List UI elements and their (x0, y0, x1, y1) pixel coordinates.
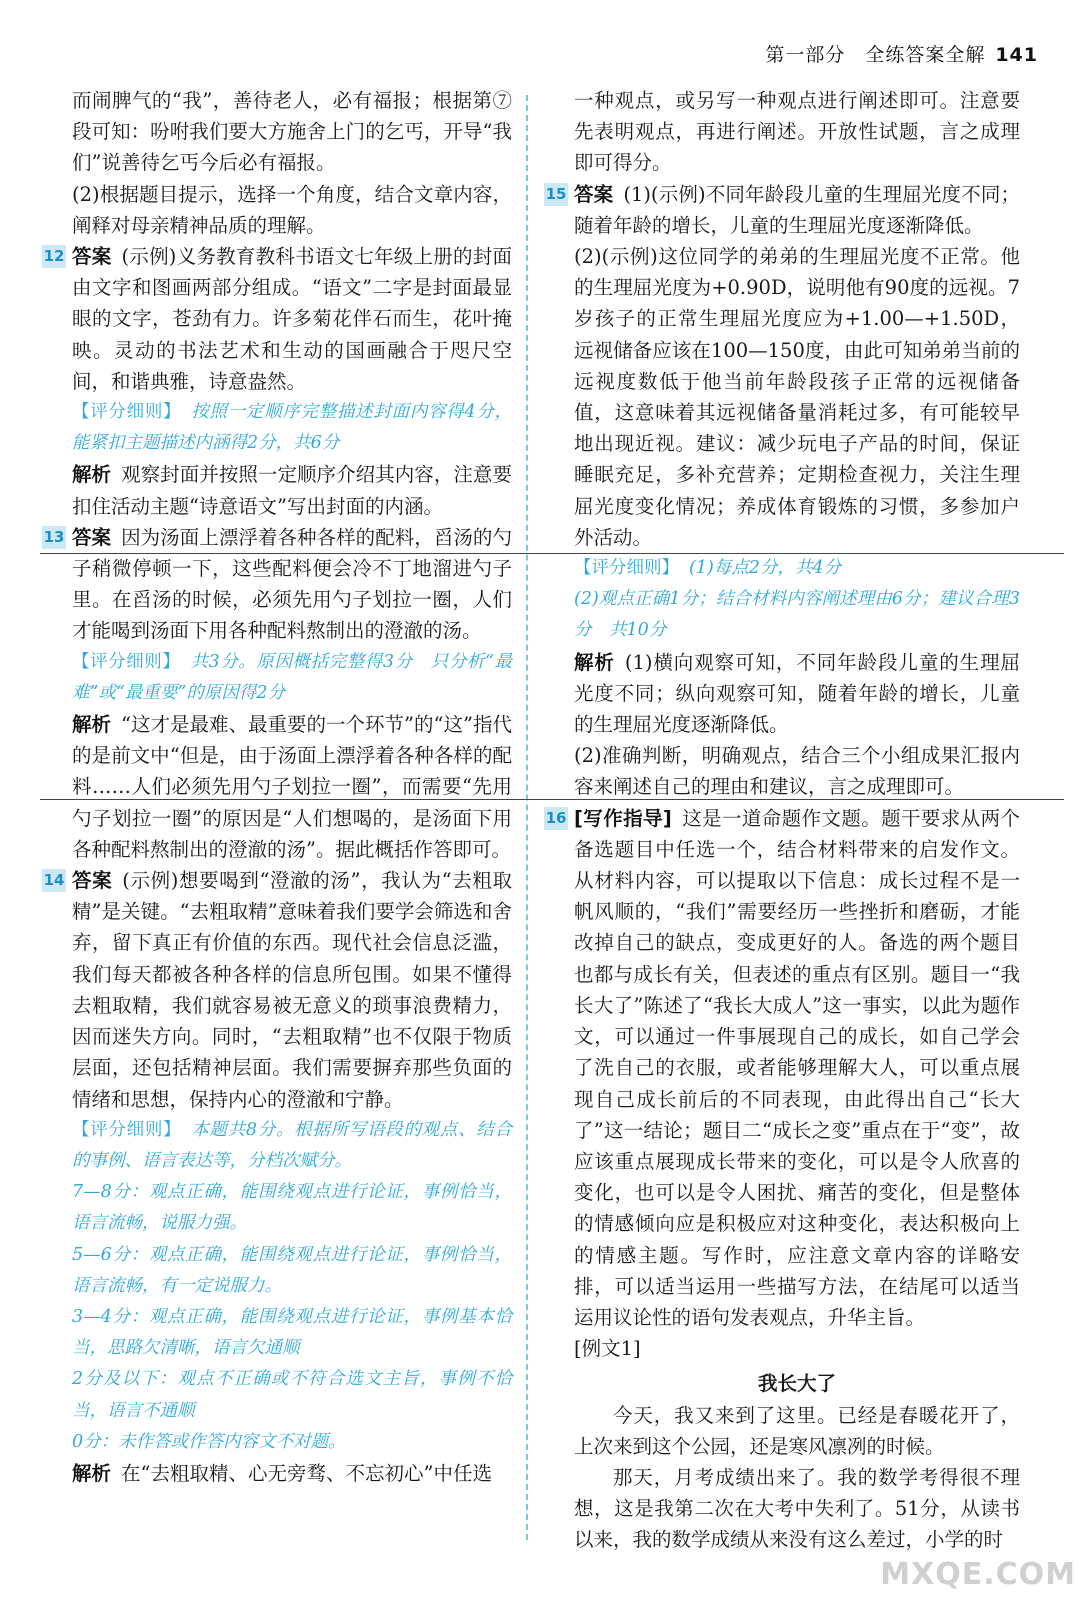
guide-text: 这是一道命题作文题。题干要求从两个备选题目中任选一个，结合材料带来的启发作文。从材料内容，可以提取以下信息：成长过程不是一帆风顺的，“我们”需要经历一些挫折和磨砺，才能改掉自己的缺点，变成更好的人。备选的两个题目也都与成长有关，但表述的重点有区别。题目一“我长大了”陈述了“我长大成人”这一事实，以此为题作文，可以通过一件事展现自己的成长，如自己学会了洗自己的衣服，或者能够理解大人，可以重点展现自己成长前后的不同表现，由此得出自己“长大了”这一结论；题目二“成长之变”重点在于“变”，故应该重点展现成长带来的变化，可以是令人欣喜的变化，也可以是令人困扰、痛苦的变化，但是整体的情感倾向应是积极应对这种变化，表达积极向上的情感主题。写作时，应注意文章内容的详略安排，可以适当运用一些描写方法，在结尾可以适当运用议论性的语句发表观点，升华主旨。 (574, 806, 1020, 1329)
score-tag: 【评分细则】 (72, 651, 181, 672)
essay-paragraph: 那天，月考成绩出来了。我的数学考得很不理想，这是我第二次在大考中失利了。51分，从读书以来，我的数学成绩从来没有这么差过，小学的时 (574, 1465, 1020, 1552)
continued-text: 一种观点，或另写一种观点进行阐述即可。注意要先表明观点，再进行阐述。开放性试题，言之成理即可得分。 (574, 89, 1020, 175)
score-tag: 【评分细则】 (574, 558, 679, 579)
section-title: 第一部分 全练答案全解 (765, 44, 986, 66)
continued-text: 而闹脾气的“我”，善待老人，必有福报；根据第⑦段可知：吩咐我们要大方施舍上门的乞丐，开导“我们”说善待乞丐今后必有福报。 (72, 89, 512, 175)
analysis-label: 解析 (72, 713, 112, 737)
score-text: 共3分。原因概括完整得3分 只分析“最难”或“最重要”的原因得2分 (72, 651, 513, 703)
question-12 (43, 241, 513, 522)
score-level: 2分及以下：观点不正确或不符合选文主旨，事例不恰当，语言不通顺 (72, 1369, 512, 1421)
question-15 (545, 179, 1020, 803)
score-rubric (574, 553, 1020, 584)
score-tag: 【评分细则】 (72, 402, 182, 423)
answer-text: 因为汤面上漂浮着各种各样的配料，舀汤的勺子稍微停顿一下，这些配料便会冷不丁地溜进勺子里。在舀汤的时候，必须先用勺子划拉一圈，人们才能喝到汤面下用各种配料熬制出的澄澈的汤。 (72, 525, 512, 643)
answer-text: (示例)义务教育教科书语文七年级上册的封面由文字和图画两部分组成。“语文”二字是封面最显眼的文字，苍劲有力。许多菊花伴石而生，花叶掩映。灵动的书法艺术和生动的国画融合于咫尺空间，和谐典雅，诗意盎然。 (72, 245, 512, 393)
question-13 (43, 522, 513, 865)
score-rubric (72, 397, 512, 459)
question-number: 16 (544, 807, 568, 830)
watermark-logo: MXQE.COM (880, 1557, 1076, 1592)
question-16 (545, 803, 1020, 1556)
answer-text: (示例)想要喝到“澄澈的汤”，我认为“去粗取精”是关键。“去粗取精”意味着我们要学会筛选和舍弃，留下真正有价值的东西。现代社会信息泛滥，我们每天都被各种各样的信息所包围。如果不懂得去粗取精，我们就容易被无意义的琐事浪费精力，因而迷失方向。同时，“去粗取精”也不仅限于物质层面，还包括精神层面。我们需要摒弃那些负面的情绪和思想，保持内心的澄澈和宁静。 (72, 869, 512, 1111)
analysis-label: 解析 (574, 650, 615, 674)
question-14 (43, 865, 513, 1489)
question-number: 14 (42, 869, 66, 892)
score-text: 本题共8分。根据所写语段的观点、结合的事例、语言表达等，分档次赋分。 (72, 1119, 513, 1171)
answer-text: (2)(示例)这位同学的弟弟的生理屈光度不正常。他的生理屈光度为+0.90D，说明他有90度的远视。7岁孩子的正常生理屈光度应为+1.00—+1.50D，远视储备应该在100—150度，由此可知弟弟当前的远视度数低于他当前年龄段孩子正常的远视储备值，这意味着其远视储备量消耗过多，有可能较早地出现近视。建议：减少玩电子产品的时间，保证睡眠充足，多补充营养；定期检查视力，关注生理屈光度变化情况；养成体育锻炼的习惯，多参加户外活动。 (574, 245, 1020, 549)
analysis-text: 观察封面并按照一定顺序介绍其内容，注意要扣住活动主题“诗意语文”写出封面的内涵。 (72, 463, 512, 518)
analysis-text: 在“去粗取精、心无旁骛、不忘初心”中任选 (121, 1461, 492, 1485)
analysis-text: “这才是最难、最重要的一个环节”的“这”指代的是前文中“但是，由于汤面上漂浮着各种各样的配料……人们必须先用勺子划拉一圈”，而需要“先用勺子划拉一圈”的原因是“人们想喝的，是汤面下用各种配料熬制出的澄澈的汤”。据此概括作答即可。 (72, 713, 512, 861)
score-rubric (72, 647, 512, 709)
right-column (546, 85, 1020, 1556)
question-number: 15 (544, 183, 568, 206)
essay-title: 我长大了 (757, 1372, 836, 1396)
page-number: 141 (995, 44, 1038, 66)
question-number: 13 (42, 526, 66, 549)
guide-label: [写作指导] (574, 806, 672, 830)
analysis-text: (2)准确判断，明确观点，结合三个小组成果汇报内容来阐述自己的理由和建议，言之成理即可。 (574, 744, 1020, 799)
score-level: 3—4分：观点正确，能围绕观点进行论证，事例基本恰当，思路欠清晰，语言欠通顺 (72, 1306, 512, 1359)
score-tag: 【评分细则】 (72, 1119, 182, 1140)
analysis-text: (1)横向观察可知，不同年龄段儿童的生理屈光度不同；纵向观察可知，随着年龄的增长，儿童的生理屈光度逐渐降低。 (574, 650, 1020, 737)
answer-label: 答案 (574, 182, 614, 206)
score-level: 7—8分：观点正确，能围绕观点进行论证，事例恰当，语言流畅，说服力强。 (72, 1182, 512, 1234)
score-level: 0分：未作答或作答内容文不对题。 (72, 1431, 346, 1452)
example-label: [例文1] (574, 1337, 641, 1361)
score-text: (1)每点2分，共4分 (689, 558, 842, 579)
answer-label: 答案 (72, 245, 112, 269)
left-column (44, 85, 512, 1489)
analysis-label: 解析 (72, 463, 112, 487)
continued-text: (2)根据题目提示，选择一个角度，结合文章内容，阐释对母亲精神品质的理解。 (72, 182, 512, 237)
question-number: 12 (42, 245, 66, 268)
answer-text: (1)(示例)不同年龄段儿童的生理屈光度不同；随着年龄的增长，儿童的生理屈光度逐渐降低。 (574, 182, 1020, 237)
page-header (765, 40, 1038, 67)
score-level: 5—6分：观点正确，能围绕观点进行论证，事例恰当，语言流畅，有一定说服力。 (72, 1244, 512, 1296)
score-rubric (72, 1115, 512, 1177)
score-text: (2)观点正确1分；结合材料内容阐述理由6分；建议合理3分 共10分 (574, 589, 1020, 641)
essay-paragraph: 今天，我又来到了这里。已经是春暖花开了，上次来到这个公园，还是寒风凛冽的时候。 (574, 1403, 1020, 1458)
answer-label: 答案 (72, 869, 113, 893)
analysis-label: 解析 (72, 1461, 112, 1485)
column-divider (526, 95, 528, 1540)
score-text: 按照一定顺序完整描述封面内容得4分，能紧扣主题描述内涵得2分，共6分 (72, 402, 513, 454)
answer-label: 答案 (72, 525, 112, 549)
